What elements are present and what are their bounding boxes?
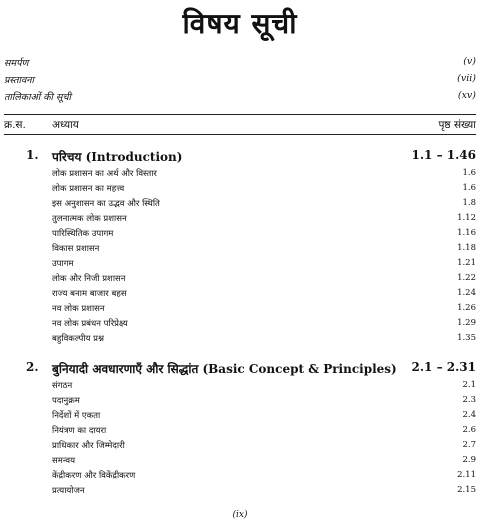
table-header: [4, 118, 476, 134]
item-page: 1.16: [457, 228, 476, 238]
list-item: [52, 183, 476, 196]
front-matter-page: (xv): [457, 90, 476, 101]
item-label: लोक और निजी प्रशासन: [52, 274, 126, 284]
list-item: [52, 303, 476, 316]
item-label: प्राधिकार और जिम्मेदारी: [52, 441, 125, 451]
front-matter-page: (v): [463, 56, 476, 67]
item-page: 2.3: [462, 395, 476, 405]
list-item: [52, 333, 476, 346]
item-label: बहुविकल्पीय प्रश्न: [52, 334, 104, 344]
item-label: नव लोक प्रबंधन परिप्रेक्ष्य: [52, 319, 128, 329]
item-label: इस अनुशासन का उद्भव और स्थिति: [52, 199, 160, 209]
item-label: नियंत्रण का दायरा: [52, 426, 107, 436]
list-item: [52, 288, 476, 301]
page-number-footer: (ix): [232, 510, 248, 520]
item-page: 2.4: [462, 410, 476, 420]
list-item: [52, 273, 476, 286]
item-page: 1.22: [457, 273, 476, 283]
item-label: समन्वय: [52, 456, 76, 466]
list-item: [52, 243, 476, 256]
chapter-title: बुनियादी अवधारणाएँ और सिद्धांत (Basic Concept & Principles): [52, 362, 397, 376]
header-page: पृष्ठ संख्या: [438, 119, 476, 131]
front-matter-label: प्रस्तावना: [4, 75, 34, 86]
chapter-number: 1.: [26, 148, 39, 162]
front-matter-label: समर्पण: [4, 58, 29, 69]
item-page: 1.8: [462, 198, 476, 208]
item-label: संगठन: [52, 381, 73, 391]
chapter-pages: 2.1 – 2.31: [411, 360, 476, 374]
list-item: [52, 198, 476, 211]
header-serial: क्र.स.: [4, 119, 26, 131]
list-item: [52, 440, 476, 453]
item-page: 2.1: [462, 380, 476, 390]
header-chapter: अध्याय: [52, 119, 79, 131]
item-label: पारिस्थितिक उपागम: [52, 229, 114, 239]
chapter-title: परिचय (Introduction): [52, 150, 183, 164]
header-top-rule: [4, 114, 476, 115]
item-page: 1.26: [457, 303, 476, 313]
item-page: 2.6: [462, 425, 476, 435]
front-matter-item: [4, 73, 476, 86]
list-item: [52, 213, 476, 226]
list-item: [52, 485, 476, 498]
list-item: [52, 395, 476, 408]
list-item: [52, 380, 476, 393]
front-matter-item: [4, 90, 476, 103]
item-page: 1.21: [457, 258, 476, 268]
chapter-heading: [4, 360, 476, 378]
item-page: 2.9: [462, 455, 476, 465]
item-label: केंद्रीकरण और विकेंद्रीकरण: [52, 471, 136, 481]
item-page: 1.18: [457, 243, 476, 253]
item-label: पदानुक्रम: [52, 396, 80, 406]
list-item: [52, 410, 476, 423]
list-item: [52, 168, 476, 181]
item-label: उपागम: [52, 259, 74, 269]
item-page: 1.35: [457, 333, 476, 343]
item-page: 1.29: [457, 318, 476, 328]
list-item: [52, 228, 476, 241]
item-label: लोक प्रशासन का अर्थ और विस्तार: [52, 169, 157, 179]
front-matter-item: [4, 56, 476, 69]
item-label: निर्देशों में एकता: [52, 411, 101, 421]
item-page: 2.7: [462, 440, 476, 450]
item-page: 1.24: [457, 288, 476, 298]
front-matter-label: तालिकाओं की सूची: [4, 92, 71, 103]
chapter-heading: [4, 148, 476, 166]
list-item: [52, 318, 476, 331]
item-page: 1.12: [457, 213, 476, 223]
item-page: 1.6: [462, 168, 476, 178]
page-title: विषय सूची: [182, 7, 298, 40]
item-page: 2.11: [457, 470, 476, 480]
item-label: लोक प्रशासन का महत्त्व: [52, 184, 125, 194]
item-label: राज्य बनाम बाजार बहस: [52, 289, 127, 299]
item-page: 1.6: [462, 183, 476, 193]
item-label: तुलनात्मक लोक प्रशासन: [52, 214, 127, 224]
chapter-pages: 1.1 – 1.46: [411, 148, 476, 162]
list-item: [52, 425, 476, 438]
header-bottom-rule: [4, 134, 476, 135]
list-item: [52, 258, 476, 271]
item-page: 2.15: [457, 485, 476, 495]
chapter-number: 2.: [26, 360, 39, 374]
list-item: [52, 470, 476, 483]
item-label: विकास प्रशासन: [52, 244, 100, 254]
front-matter-page: (vii): [457, 73, 476, 84]
list-item: [52, 455, 476, 468]
item-label: प्रत्यायोजन: [52, 486, 85, 496]
item-label: नव लोक प्रशासन: [52, 304, 105, 314]
